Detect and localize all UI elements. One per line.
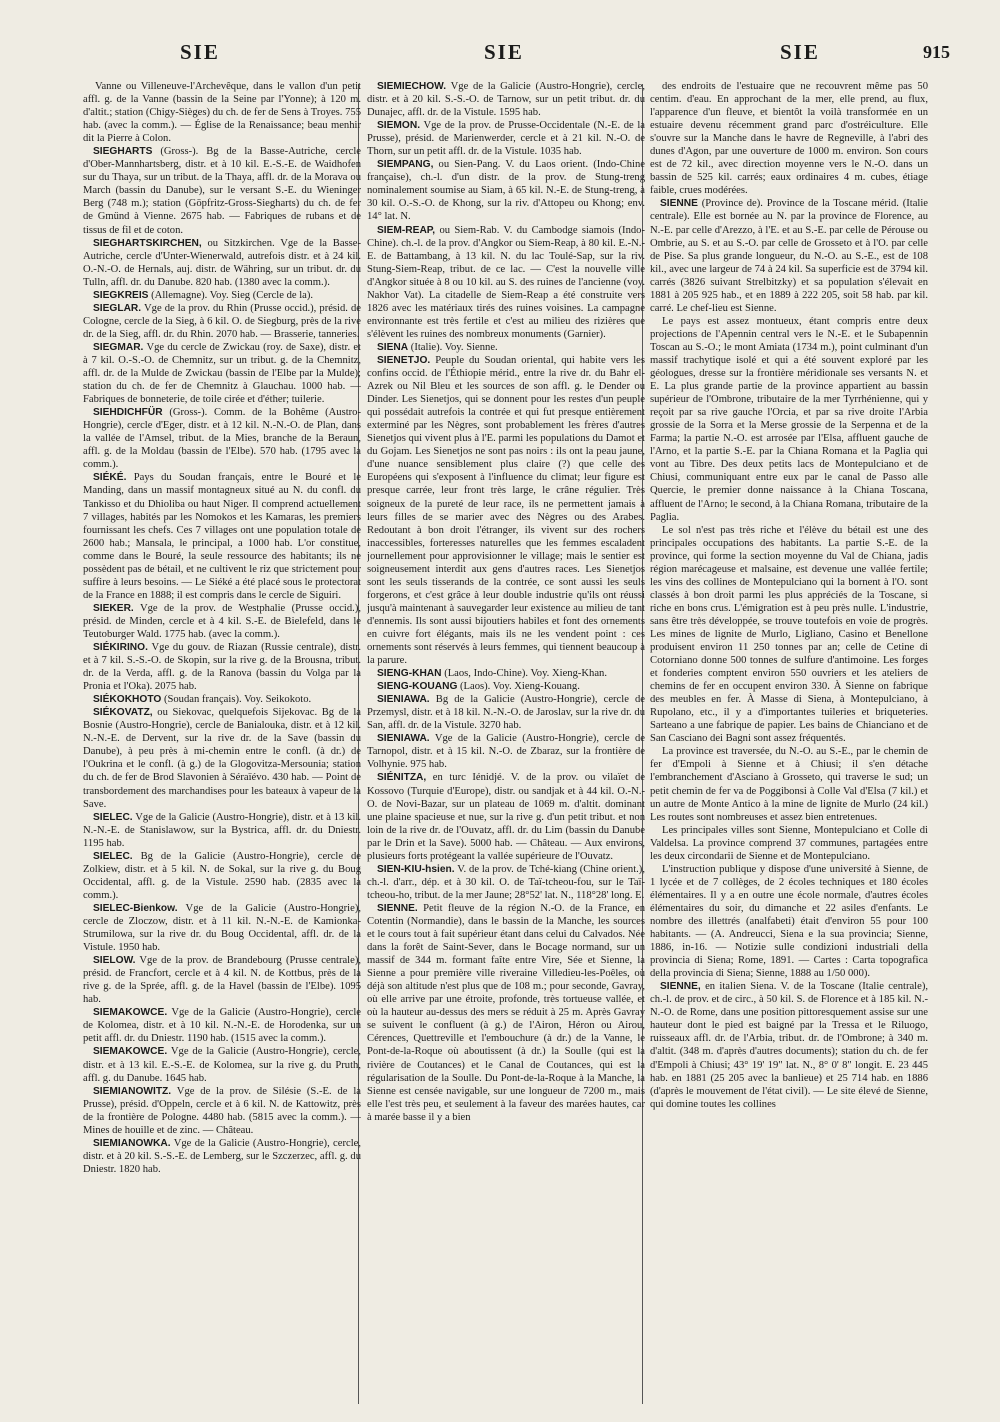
entry-text: L'instruction publique y dispose d'une université à Sienne, de 1 lycée et de 7 collèges, de 2 écoles techniques et 180 écoles élémentaires. Il y a en outre une école normale, d'autres écoles élémentaires du soir, du dimanche et 22 asiles d'enfants. Le nombre des illettrés (analfabeti) était d'environ 55 pour 100 habitants. — (A. Andreucci, Siena e la sua provincia; Sienne, 1886, in-16. — Notizie sulle condizioni industriali della provincia di Siena; Rome, 1891. — Cartes : Carta topografica della provincia di Siena; Sienne, 1888 au 1/50 000). bbox=[650, 863, 928, 980]
page-number: 915 bbox=[923, 42, 950, 62]
entry-headword: SIELEC-Bienkow. bbox=[93, 902, 178, 914]
entry-headword: SIÉKOVATZ, bbox=[93, 707, 153, 719]
entry-headword: SIEMIANOWITZ. bbox=[93, 1085, 172, 1097]
dictionary-entry bbox=[83, 693, 361, 706]
entry-text: ou Sitzkirchen. Vge de la Basse-Autriche, cercle d'Unter-Wienerwald, autrefois distr. et à 24 kil. O.-N.-O. de Hernals, auj. distr. de Währing, sur un tribut. dr. du Tulln, affl. dr. du Danube. 820 hab. (1380 avec la comm.). bbox=[83, 237, 361, 288]
entry-headword: SIEMAKOWCE. bbox=[93, 1046, 168, 1058]
entry-headword: SIEMIANOWKA. bbox=[93, 1137, 171, 1149]
entry-text: (Gross-). Comm. de la Bohême (Austro-Hongrie), cercle d'Eger, distr. et à 12 kil. N.-N.-O. de Plan, dans la vallée de l'Amsel, tribut. de la Mies, branche de la Beraun, affl. g. de la Moldau (bassin de l'Elbe). 570 hab. (1795 avec la comm.). bbox=[83, 407, 361, 471]
entry-text: Le pays est assez montueux, étant compris entre deux projections de l'Apennin central vers le N.-E. et le Subapennin Toscan au S.-O.; le mont Amiata (1734 m.), point culminant d'un massif trachytique isolé et qui a été souvent exploré par les géologues, dresse sur la frontière méridionale ses versants N. et E. La plus grande partie de la province appartient au bassin supérieur de l'Ombrone, tributaire de la mer Tyrrhénienne, qui y reçoit par sa rive gauche l'Orcia, et par sa rive droite l'Arbia grossie de la Sorra et la Merse grossie de la Serpenna et de la Farma; la partie N.-O. est arrosée par l'Elsa, affluent gauche de l'Arno, et la partie S.-E. par la Chiana Romana et la Paglia qui vont au Tibre. Des deux petits lacs de Montepulciano et de Chiusi, communiquant entre eux par le canal de Passo alle Quercie, le premier donne naissance à la Chiana Toscana, affluent de l'Arno; le second, à la Chiana Romana, tributaire de la Paglia. bbox=[650, 315, 928, 523]
entry-text: Vge de la Galicie (Austro-Hongrie), cercle de Kolomea, distr. et à 10 kil. N.-N.-E. de Horodenka, sur un petit affl. dr. du Dniestr. 1190 hab. (1515 avec la comm.). bbox=[83, 1007, 361, 1045]
entry-headword: SIENNE, bbox=[660, 981, 701, 993]
dictionary-entry bbox=[367, 667, 645, 680]
entry-text: Bg de la Galicie (Austro-Hongrie), cercle de Zolkiew, distr. et à 5 kil. N. de Sokal, sur la rive g. du Boug Occidental, affl. g. de la Vistule. 2590 hab. (2835 avec la comm.). bbox=[83, 850, 361, 901]
entry-paragraph bbox=[650, 315, 928, 524]
entry-text: Pays du Soudan français, entre le Bouré et le Manding, dans un massif montagneux situé au N. du confl. du Tankisso et du Dhioliba ou haut Niger. Il comprend actuellement 7 villages, habités par les Nomokos et les Kamaras, les premiers fournissant les chefs. Ces 7 villages ont une population totale de 2600 hab.; Mansala, le principal, a 1000 hab. L'or constitue, comme dans le Bouré, la seule ressource des habitants; ils ne possèdent pas de bétail, et ne cultivent le riz que strictement pour suffire à leurs besoins. — Le Siéké a été placé sous le protectorat de la France en 1888; il est compris dans le cercle de Siguiri. bbox=[83, 472, 361, 601]
entry-headword: SIÉKIRINO. bbox=[93, 642, 148, 654]
dictionary-entry bbox=[83, 1137, 361, 1176]
entry-headword: SIÉKÉ. bbox=[93, 472, 127, 484]
running-head-left: SIE bbox=[180, 40, 220, 64]
dictionary-entry bbox=[83, 902, 361, 954]
entry-headword: SIELEC. bbox=[93, 850, 133, 862]
entry-text: ou Siem-Rab. V. du Cambodge siamois (Indo-Chine). ch.-l. de la prov. d'Angkor ou Siem-Reap, à 80 kil. E.-N.-E. de Battambang, à 13 kil. N. du lac Toulé-Sap, sur la riv. Stung-Siem-Reap, tribut. de ce lac. — C'est la nouvelle ville d'Angkor située à 8 ou 10 kil. au S. des ruines de l'ancienne (voy. Nakhor Vat). La citadelle de Siem-Reap a été construite vers 1826 avec les matériaux tirés des ruines voisines. La campagne environnante est très fertile et c'est au milieu des rizières que s'élèvent les ruines des nombreux monuments (Garnier). bbox=[367, 224, 645, 340]
entry-headword: SIENNE bbox=[660, 198, 698, 210]
entry-headword: SIELEC. bbox=[93, 811, 133, 823]
entry-text: (Gross-). Bg de la Basse-Autriche, cercle d'Ober-Mannhartsberg, distr. et à 10 kil. E.-S.-E. de Waidhofen sur du Thaya, sur un tribut. de la Thaya, affl. dr. de la Morava ou March (bassin du Danube), sur le versant S.-E. du Wieninger Berg (748 m.); station (Göpfritz-Gross-Siegharts) du ch. de fer de Gmünd à Vienne. 2675 hab. — Fabriques de rubans et de tissus de fil et de coton. bbox=[83, 146, 361, 236]
dictionary-entry bbox=[367, 863, 645, 902]
dictionary-entry bbox=[367, 158, 645, 223]
dictionary-entry bbox=[367, 224, 645, 341]
entry-text: Peuple du Soudan oriental, qui habite vers les confins occid. de l'Éthiopie mérid., entre la rive dr. du Bahr el-Azrek ou Nil Bleu et les sources de son affl. g. le Dender ou Dinder. Les Sienetjos, qui se donnent pour les restes d'un peuple qui possédait autrefois la contrée et qui fut presque entièrement exterminé par les Nègres, sont probablement les frères d'autres Sienetjos qui vivent plus à l'E. parmi les populations du Damot et du Gojam. Les Sienetjos ne sont pas noirs : ils ont la peau jaune, d'une nuance sensiblement plus claire (?) que celle des Européens qui s'exposent à l'influence du climat; leur figure est presque carrée, leur front très large, le crâne régulier. Très soigneux de la pureté de leur race, ils ne permettent jamais à leurs filles de se marier avec des Nègres ou des Arabes. Redoutant à bon droit l'étranger, ils vivent sur des rochers inaccessibles, forteresses naturelles que les femmes escaladent journellement pour approvisionner le village; mais le sentier est soigneusement interdit aux gens d'autres races. Les Sienetjos sont les seuls tisserands de la contrée, ce sont aussi les seuls forgerons, et c'est grâce à leur double industrie qu'ils ont réussi jusqu'à maintenant à sauvegarder leur existence au milieu de tant d'ennemis. Ils sont aussi bijoutiers habiles et font des ornements en cuivre fort élégants, mais ils ne les vendent point : ces ornements sont réservés à leurs femmes, qui tiennent beaucoup à la parure. bbox=[367, 354, 645, 667]
dictionary-entry bbox=[83, 406, 361, 471]
page-header bbox=[80, 40, 950, 76]
entry-paragraph bbox=[650, 863, 928, 980]
entry-paragraph bbox=[650, 80, 928, 197]
dictionary-entry bbox=[83, 706, 361, 810]
dictionary-entry bbox=[367, 771, 645, 862]
entry-paragraph bbox=[650, 745, 928, 823]
running-head-right: SIE bbox=[780, 40, 820, 64]
dictionary-entry bbox=[83, 145, 361, 236]
dictionary-entry bbox=[83, 289, 361, 302]
entry-headword: SIEHDICHFÜR bbox=[93, 407, 163, 419]
dictionary-entry bbox=[83, 1085, 361, 1137]
entry-headword: SIEM-REAP, bbox=[377, 224, 436, 236]
entry-text: en turc Iénidjé. V. de la prov. ou vilaïet de Kossovo (Turquie d'Europe), distr. ou sandjak et à 44 kil. O.-N.-O. de Novi-Bazar, sur un plateau de 1069 m. d'altit. dominant une plaine spacieuse et nue, sur la rive g. d'un petit tribut. et non loin de la rive dr. de l'Ouvatz, affl. dr. du Lim (bassin du Danube par le Drin et la Save). 5000 hab. — Château. — Aux environs, plusieurs forts protégeant la vallée supérieure de l'Ouvatz. bbox=[367, 772, 645, 862]
dictionary-entry bbox=[83, 302, 361, 341]
entry-headword: SIEGKREIS bbox=[93, 289, 149, 301]
dictionary-entry bbox=[367, 902, 645, 1124]
entry-text: Vge du cercle de Zwickau (roy. de Saxe), distr. et à 7 kil. O.-S.-O. de Chemnitz, sur un tribut. g. de la Chemnitz, affl. dr. de la Mulde de Zwickau (bassin de l'Elbe par la Mulde); station du ch. de fer de Chemnitz à Glauchau. 1000 hab. — Fabriques de bonneterie, de toile cirée et d'éther; tuilerie. bbox=[83, 341, 361, 406]
entry-text: Bg de la Galicie (Austro-Hongrie), cercle de Przemysl, distr. et à 18 kil. N.-N.-O. de Jaroslav, sur la rive dr. du San, affl. dr. de la Vistule. 3270 hab. bbox=[367, 694, 645, 732]
entry-text: Vanne ou Villeneuve-l'Archevêque, dans le vallon d'un petit affl. g. de la Vanne (bassin de la Seine par l'Yonne); à 120 m. d'altit.; station (Chigy-Sièges) du ch. de fer de Sens à Troyes. 755 hab. (avec la comm.). — Église de la Renaissance; beau menhir dit la Pierre à Colon. bbox=[83, 81, 361, 145]
dictionary-entry bbox=[83, 341, 361, 406]
entry-text: (Province de). Province de la Toscane mérid. (Italie centrale). Elle est bornée au N. par la province de Florence, au N.-E. par celle d'Arezzo, à l'E. et au S.-E. par celle de Pérouse ou Ombrie, au S. et au S.-O. par celle de Grosseto et à l'O. par celle de Pise. Sa plus grande longueur, du N.-O. au S.-E., est de 108 kil., avec une largeur de 74 à 24 kil. Sa superficie est de 3794 kil. carrés (3826 suivant Strelbitzky) et sa population s'élevait en 1881 à 205 925 hab., et en 1889 à 222 205, soit 58 hab. par kil. carré. Le chef-lieu est Sienne. bbox=[650, 198, 928, 314]
dictionary-entry bbox=[83, 1006, 361, 1045]
dictionary-entry bbox=[650, 197, 928, 314]
dictionary-entry bbox=[83, 237, 361, 289]
entry-headword: SIEMPANG, bbox=[377, 159, 434, 171]
entry-headword: SIÉNITZA, bbox=[377, 772, 427, 784]
entry-text: en italien Siena. V. de la Toscane (Italie centrale), ch.-l. de prov. et de circ., à 50 kil. S. de Florence et à 185 kil. N.-N.-O. de Rome, dans une position pittoresquement assise sur une hauteur dont le pied est baigné par la Tressa et le Riluogo, ruisseaux affl. dr. de l'Arbia, tribut. dr. de l'Ombrone; à 340 m. d'altit. (348 m. d'après d'autres documents); station du ch. de fer d'Empoli à Chiusi; 43° 19' 19" lat. N., 8° 0' 8" longit. E. 23 445 hab. en 1881 (25 205 avec la banlieue) et 25 714 hab. en 1886 (d'après le mouvement de l'état civil). — Le site élevé de Sienne, qui domine toutes les collines bbox=[650, 981, 928, 1110]
entry-headword: SIENETJO. bbox=[377, 354, 431, 366]
entry-text: Petit fleuve de la région N.-O. de la France, en Cotentin (Normandie), dans le bassin de la Manche, les sources et le cours tout à fait supérieur étant dans celui du Calvados. Née dans la forêt de Saint-Sever, dans le Bocage normand, sur un massif de 344 m. formant faîte entre Vire, Sée et Sienne, la Sienne a pour première ville riveraine Villedieu-les-Poêles, où déjà son altitude n'est plus que de 108 m.; pour seconde, Gavray, où elle arrive par une étroite, profonde, très tortueuse vallée, et où la hauteur au-dessus des mers se réduit à 25 m. Après Gavray se suivent le confluent (à g.) de l'Airon, Héron ou Airou, Cérences, Quettreville et l'embouchure (à dr.) de la Vanne, le Pont-de-la-Roque où aboutissent (à dr.) la Soulle (qui est la rivière de Coutances) et le Canal de Coutances, qui est la régularisation de la Soulle. Du Pont-de-la-Roque à la Manche, la Sienne est censée navigable, sur une longueur de 7200 m., mais elle l'est très peu, et seulement à la faveur des marées hautes, car à marée basse il y a bien bbox=[367, 902, 645, 1123]
entry-headword: SIEMAKOWCE. bbox=[93, 1007, 168, 1019]
entry-text: (Laos, Indo-Chine). Voy. Xieng-Khan. bbox=[444, 668, 607, 680]
entry-headword: SIEGHARTS bbox=[93, 146, 153, 158]
entry-headword: SIEKER. bbox=[93, 602, 134, 614]
entry-text: (Allemagne). Voy. Sieg (Cercle de la). bbox=[151, 289, 314, 301]
entry-text: Vge de la Galicie (Austro-Hongrie), cercle de Zloczow, distr. et à 11 kil. N.-N.-E. de Kamionka-Strumilowa, sur la rive dr. du Boug Occidental, affl. dr. de la Vistule. 1950 hab. bbox=[83, 902, 361, 954]
entry-text: La province est traversée, du N.-O. au S.-E., par le chemin de fer d'Empoli à Sienne et à Chiusi; il s'en détache l'embranchement d'Asciano à Grosseto, qui traverse le sud; un petit chemin de fer va de Poggibonsi à Colle Val d'Elsa (7 kil.) et un autre de Monte Antico à la mine de lignite de Murlo (24 kil.) Les routes sont nombreuses et assez bien entretenues. bbox=[650, 746, 928, 823]
entry-text: ou Sien-Pang. V. du Laos orient. (Indo-Chine française), ch.-l. d'un distr. de la prov. de Stung-treng nominalement soumise au Siam, à 65 kil. N.-E. de Stung-treng, à 30 kil. O.-S.-O. de Khong, sur la riv. d'Attopeu ou Khong; env. 14° lat. N. bbox=[367, 159, 645, 223]
dictionary-entry bbox=[83, 471, 361, 601]
entry-headword: SIENIAWA. bbox=[377, 733, 430, 745]
entry-text: ou Siekovac, quelquefois Sijekovac. Bg de la Bosnie (Austro-Hongrie), cercle de Banialouka, distr. et à 12 kil. N.-N.-E. de Dervent, sur la rive dr. de la Save (bassin du Danube), à peu près à mi-chemin entre le confl. (à dr.) de l'Oukrina et le confl. (à g.) de la Glogovitza-Mersounia; station du ch. de fer de Brod Slavonien à Séraïévo. 430 hab. — Point de transbordement des marchandises pour les bateaux à vapeur de la Save. bbox=[83, 707, 361, 810]
text-column-3 bbox=[650, 80, 928, 1410]
dictionary-entry bbox=[83, 641, 361, 693]
entry-text: Les principales villes sont Sienne, Montepulciano et Colle di Valdelsa. La province comprend 37 communes, partagées entre les deux circondarii de Sienne et de Montepulciano. bbox=[650, 824, 928, 862]
entry-headword: SIEGLAR. bbox=[93, 302, 142, 314]
entry-headword: SIÉKOKHOTO bbox=[93, 694, 162, 706]
text-column-2 bbox=[367, 80, 645, 1410]
dictionary-entry bbox=[367, 341, 645, 354]
entry-headword: SIEGHARTSKIRCHEN, bbox=[93, 237, 202, 249]
entry-text: (Italie). Voy. Sienne. bbox=[410, 341, 498, 353]
dictionary-entry bbox=[83, 602, 361, 641]
dictionary-entry bbox=[650, 980, 928, 1110]
text-column-1 bbox=[83, 80, 361, 1410]
dictionary-entry bbox=[367, 354, 645, 667]
dictionary-entry bbox=[83, 811, 361, 850]
entry-headword: SIELOW. bbox=[93, 955, 136, 967]
dictionary-entry bbox=[83, 954, 361, 1006]
entry-text: Vge de la prov. de Prusse-Occidentale (N.-E. de la Prusse), présid. de Marienwerder, cercle et à 21 kil. N.-O. de Thorn, sur un petit affl. dr. de la Vistule. 1035 hab. bbox=[367, 120, 645, 158]
entry-text: Vge de la Galicie (Austro-Hongrie), cercle de Tarnopol, distr. et à 15 kil. N.-O. de Zbaraz, sur la frontière de Volhynie. 975 hab. bbox=[367, 733, 645, 771]
entry-paragraph bbox=[83, 80, 361, 145]
entry-headword: SIEMIECHOW. bbox=[377, 81, 447, 92]
entry-text: (Laos). Voy. Xieng-Kouang. bbox=[460, 681, 580, 693]
entry-text: Vge de la Galicie (Austro-Hongrie), distr. et à 13 kil. N.-N.-E. de Stanislawow, sur la Bystrica, affl. dr. du Dniestr. 1195 hab. bbox=[83, 811, 361, 849]
running-head-center: SIE bbox=[484, 40, 524, 64]
dictionary-entry bbox=[367, 693, 645, 732]
dictionary-entry bbox=[367, 732, 645, 771]
dictionary-entry bbox=[83, 1045, 361, 1084]
entry-text: Vge de la Galicie (Austro-Hongrie), cercle, distr. et à 20 kil. S.-S.-E. de Lemberg, sur le Szczerzec, affl. g. du Dniestr. 1820 hab. bbox=[83, 1137, 361, 1175]
dictionary-entry bbox=[83, 850, 361, 902]
entry-text: Le sol n'est pas très riche et l'élève du bétail est une des principales occupations des habitants. La partie S.-E. de la province, qui forme la section moyenne du Val de Chiana, jadis région marécageuse et malsaine, est devenue une vallée fertile; les vins des collines de Montepulciano qui la bornent à l'O. sont classés à bon droit parmi les plus appréciés de la Toscane, si riche en bons crus. L'émigration est à peu près nulle. L'industrie, sans être très développée, se trouve toutefois en voie de progrès. Les mines de lignite de Murlo, Ligliano, Casino et Benellone produisent environ 11 250 tonnes par an; celle de Cetine di Cotorniano donne 500 tonnes de sulfure d'antimoine. Les forges et fonderies comptent environ 550 ouvriers et les ateliers de chemins de fer en occupent environ 330. À Sienne on fabrique des meubles en fer. À Masse di Siena, à Montepulciano, à Rupolano, etc., il y a d'importantes tuileries et briqueteries. Sarteano a une fabrique de papier. Les bains de Chianciano et de San Casciano dei Bagni sont assez fréquentés. bbox=[650, 524, 928, 745]
dictionary-entry bbox=[367, 80, 645, 119]
entry-headword: SIENG-KHAN bbox=[377, 668, 442, 680]
entry-text: Vge du gouv. de Riazan (Russie centrale), distr. et à 7 kil. S.-S.-O. de Skopin, sur la rive g. de la Brousna, tribut. dr. de la Verda, affl. g. de la Ranova (bassin du Volga par la Pronia et l'Oka). 2075 hab. bbox=[83, 642, 361, 693]
entry-text: Vge de la prov. du Rhin (Prusse occid.), présid. de Cologne, cercle de la Sieg, à 6 kil. O. de Siegburg, près de la rive dr. de la Sieg, affl. dr. du Rhin. 2070 hab. — Brasserie, tanneries. bbox=[83, 302, 361, 340]
entry-text: des endroits de l'estuaire que ne recouvrent même pas 50 centim. d'eau. En approchant de la mer, elle prend, au flux, l'apparence d'un fleuve, et bientôt la voilà transformée en un estuaire devenu récemment grand parc d'ostréiculture. Elle s'ouvre sur la Manche dans le havre de Regneville, à l'abri des dunes d'Agon, par une ouverture de 1000 m. environ. Son cours est de 72 kil., avec direction moyenne vers le N.-O. dans un bassin de 525 kil. carrés; eaux ordinaires 4 m. cubes, étiage faible, crues modérées. bbox=[650, 81, 928, 197]
entry-headword: SIEN-KIU-hsien. bbox=[377, 863, 455, 875]
entry-headword: SIEGMAR. bbox=[93, 341, 144, 353]
entry-paragraph bbox=[650, 524, 928, 746]
entry-text: Vge de la prov. de Westphalie (Prusse occid.), présid. de Minden, cercle et à 4 kil. S.-E. de Bielefeld, dans le Teutoburger Wald. 1775 hab. (avec la comm.). bbox=[83, 602, 361, 640]
entry-text: V. de la prov. de Tché-kiang (Chine orient.), ch.-l. d'arr., dép. et à 30 kil. O. de Taï-tcheou-fou, sur le Taï-tcheou-ho, tribut. de la mer Jaune; 28°52' lat. N., 118°28' long. E. bbox=[367, 863, 645, 901]
entry-text: Vge de la prov. de Silésie (S.-E. de la Prusse), présid. d'Oppeln, cercle et à 6 kil. N. de Kattowitz, près de la frontière de Pologne. 4480 hab. (5815 avec la comm.). — Mines de houille et de zinc. — Château. bbox=[83, 1085, 361, 1136]
entry-headword: SIENIAWA. bbox=[377, 694, 430, 706]
entry-headword: SIENA bbox=[377, 341, 409, 353]
entry-headword: SIENG-KOUANG bbox=[377, 681, 458, 693]
dictionary-entry bbox=[367, 119, 645, 158]
dictionary-entry bbox=[367, 680, 645, 693]
entry-text: Vge de la Galicie (Austro-Hongrie), cercle, distr. et à 20 kil. S.-S.-O. de Tarnow, sur un petit tribut. dr. du Dunajec, affl. dr. de la Vistule. 1595 hab. bbox=[367, 81, 645, 119]
entry-headword: SIENNE. bbox=[377, 902, 418, 914]
entry-paragraph bbox=[650, 824, 928, 863]
entry-text: Vge de la Galicie (Austro-Hongrie), cercle, distr. et à 13 kil. E.-S.-E. de Kolomea, sur la rive g. du Pruth, affl. g. du Danube. 1645 hab. bbox=[83, 1046, 361, 1084]
entry-text: Vge de la prov. de Brandebourg (Prusse centrale), présid. de Francfort, cercle et à 4 kil. N. de Kottbus, près de la rive g. de la Sprée, affl. g. de la Havel (bassin de l'Elbe). 1095 hab. bbox=[83, 955, 361, 1006]
entry-text: (Soudan français). Voy. Seikokoto. bbox=[163, 694, 312, 706]
entry-headword: SIEMON. bbox=[377, 120, 421, 132]
